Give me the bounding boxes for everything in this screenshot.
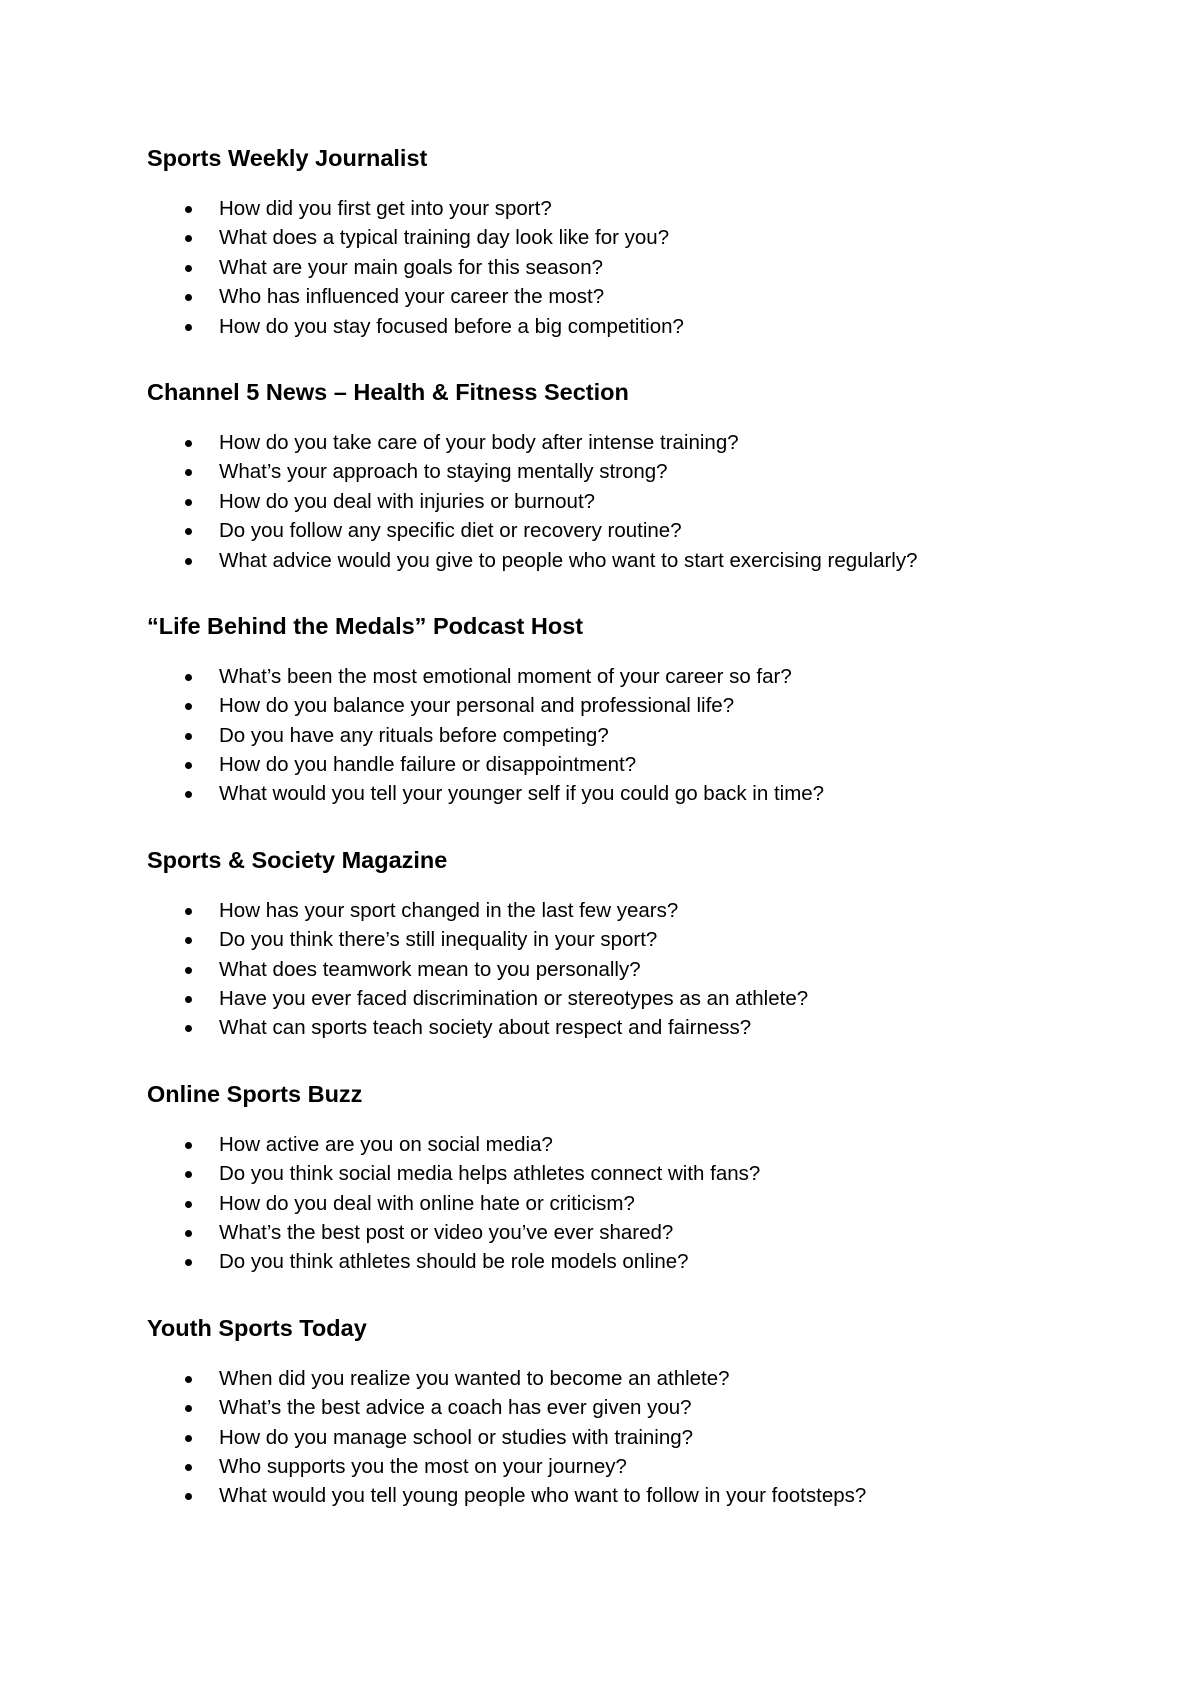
list-item [147, 662, 1127, 691]
question-text: What advice would you give to people who want to start exercising regularly? [219, 548, 918, 572]
section-channel-5-news [147, 378, 1127, 575]
list-item [147, 779, 1127, 808]
list-item [147, 428, 1127, 457]
section-title: Sports & Society Magazine [147, 846, 448, 873]
bullet-icon [185, 440, 192, 447]
list-item [147, 691, 1127, 720]
question-list [147, 1364, 1127, 1511]
question-list [147, 1130, 1127, 1277]
bullet-icon [185, 324, 192, 331]
question-list [147, 896, 1127, 1043]
section-podcast-host [147, 612, 1127, 809]
bullet-icon [185, 1405, 192, 1412]
question-text: How do you take care of your body after intense training? [219, 430, 739, 454]
list-item [147, 1364, 1127, 1393]
bullet-icon [185, 1259, 192, 1266]
question-text: What’s your approach to staying mentally strong? [219, 460, 668, 484]
list-item [147, 1189, 1127, 1218]
list-item [147, 721, 1127, 750]
bullet-icon [185, 1435, 192, 1442]
bullet-icon [185, 528, 192, 535]
section-sports-weekly [147, 144, 1127, 341]
list-item [147, 1218, 1127, 1247]
question-text: How do you handle failure or disappointment? [219, 753, 637, 777]
section-sports-society [147, 846, 1127, 1043]
question-text: Have you ever faced discrimination or stereotypes as an athlete? [219, 987, 809, 1011]
question-text: How do you deal with online hate or criticism? [219, 1191, 635, 1215]
bullet-icon [185, 206, 192, 213]
section-youth-sports-today [147, 1314, 1127, 1511]
section-title: “Life Behind the Medals” Podcast Host [147, 612, 584, 639]
question-text: How did you first get into your sport? [219, 197, 552, 220]
question-text: Who supports you the most on your journey? [219, 1454, 627, 1478]
list-item [147, 457, 1127, 486]
bullet-icon [185, 1376, 192, 1383]
list-item [147, 896, 1127, 925]
question-text: What’s been the most emotional moment of your career so far? [219, 664, 792, 688]
list-item [147, 1452, 1127, 1481]
list-item [147, 1013, 1127, 1042]
question-text: What are your main goals for this season? [219, 255, 603, 279]
list-item [147, 1130, 1127, 1159]
list-item [147, 1393, 1127, 1422]
question-text: What would you tell your younger self if you could go back in time? [219, 782, 825, 806]
list-item [147, 282, 1127, 311]
bullet-icon [185, 1493, 192, 1500]
bullet-icon [185, 703, 192, 710]
question-text: When did you realize you wanted to become an athlete? [219, 1366, 730, 1390]
list-item [147, 1481, 1127, 1510]
question-text: Who has influenced your career the most? [219, 285, 605, 309]
question-text: What can sports teach society about respect and fairness? [219, 1016, 752, 1040]
question-text: How do you deal with injuries or burnout? [219, 489, 596, 513]
section-online-sports-buzz [147, 1080, 1127, 1277]
bullet-icon [185, 294, 192, 301]
bullet-icon [185, 674, 192, 681]
list-item [147, 312, 1127, 341]
bullet-icon [185, 1142, 192, 1149]
bullet-icon [185, 791, 192, 798]
section-title: Online Sports Buzz [147, 1080, 363, 1107]
bullet-icon [185, 1464, 192, 1471]
question-text: What does teamwork mean to you personally? [219, 957, 641, 981]
question-text: How active are you on social media? [219, 1132, 553, 1156]
list-item [147, 750, 1127, 779]
list-item [147, 223, 1127, 252]
list-item [147, 253, 1127, 282]
question-text: What’s the best advice a coach has ever given you? [219, 1396, 692, 1420]
question-text: How do you balance your personal and professional life? [219, 694, 735, 718]
question-text: What does a typical training day look like for you? [219, 226, 670, 250]
document-page [147, 144, 1127, 1548]
section-title: Channel 5 News – Health & Fitness Section [147, 378, 629, 405]
question-list [147, 428, 1127, 575]
bullet-icon [185, 1201, 192, 1208]
list-item [147, 487, 1127, 516]
question-text: Do you follow any specific diet or recovery routine? [219, 519, 682, 543]
question-list [147, 662, 1127, 809]
bullet-icon [185, 733, 192, 740]
bullet-icon [185, 1025, 192, 1032]
section-title: Sports Weekly Journalist [147, 145, 428, 171]
question-text: How has your sport changed in the last few years? [219, 898, 679, 922]
list-item [147, 925, 1127, 954]
list-item [147, 546, 1127, 575]
bullet-icon [185, 996, 192, 1003]
list-item [147, 1247, 1127, 1276]
list-item [147, 516, 1127, 545]
list-item [147, 1159, 1127, 1188]
bullet-icon [185, 469, 192, 476]
question-text: What would you tell young people who want to follow in your footsteps? [219, 1484, 867, 1508]
bullet-icon [185, 908, 192, 915]
question-text: Do you have any rituals before competing? [219, 723, 609, 747]
list-item [147, 955, 1127, 984]
question-list [147, 194, 1127, 341]
bullet-icon [185, 762, 192, 769]
question-text: Do you think there’s still inequality in your sport? [219, 928, 658, 952]
bullet-icon [185, 937, 192, 944]
list-item [147, 194, 1127, 223]
bullet-icon [185, 1230, 192, 1237]
bullet-icon [185, 558, 192, 565]
bullet-icon [185, 967, 192, 974]
question-text: What’s the best post or video you’ve ever shared? [219, 1220, 674, 1244]
bullet-icon [185, 265, 192, 272]
bullet-icon [185, 1171, 192, 1178]
question-text: How do you manage school or studies with training? [219, 1425, 694, 1449]
question-text: Do you think social media helps athletes connect with fans? [219, 1162, 761, 1186]
bullet-icon [185, 499, 192, 506]
bullet-icon [185, 235, 192, 242]
list-item [147, 1423, 1127, 1452]
list-item [147, 984, 1127, 1013]
question-text: Do you think athletes should be role models online? [219, 1250, 689, 1274]
section-title: Youth Sports Today [147, 1314, 367, 1341]
question-text: How do you stay focused before a big competition? [219, 314, 684, 338]
